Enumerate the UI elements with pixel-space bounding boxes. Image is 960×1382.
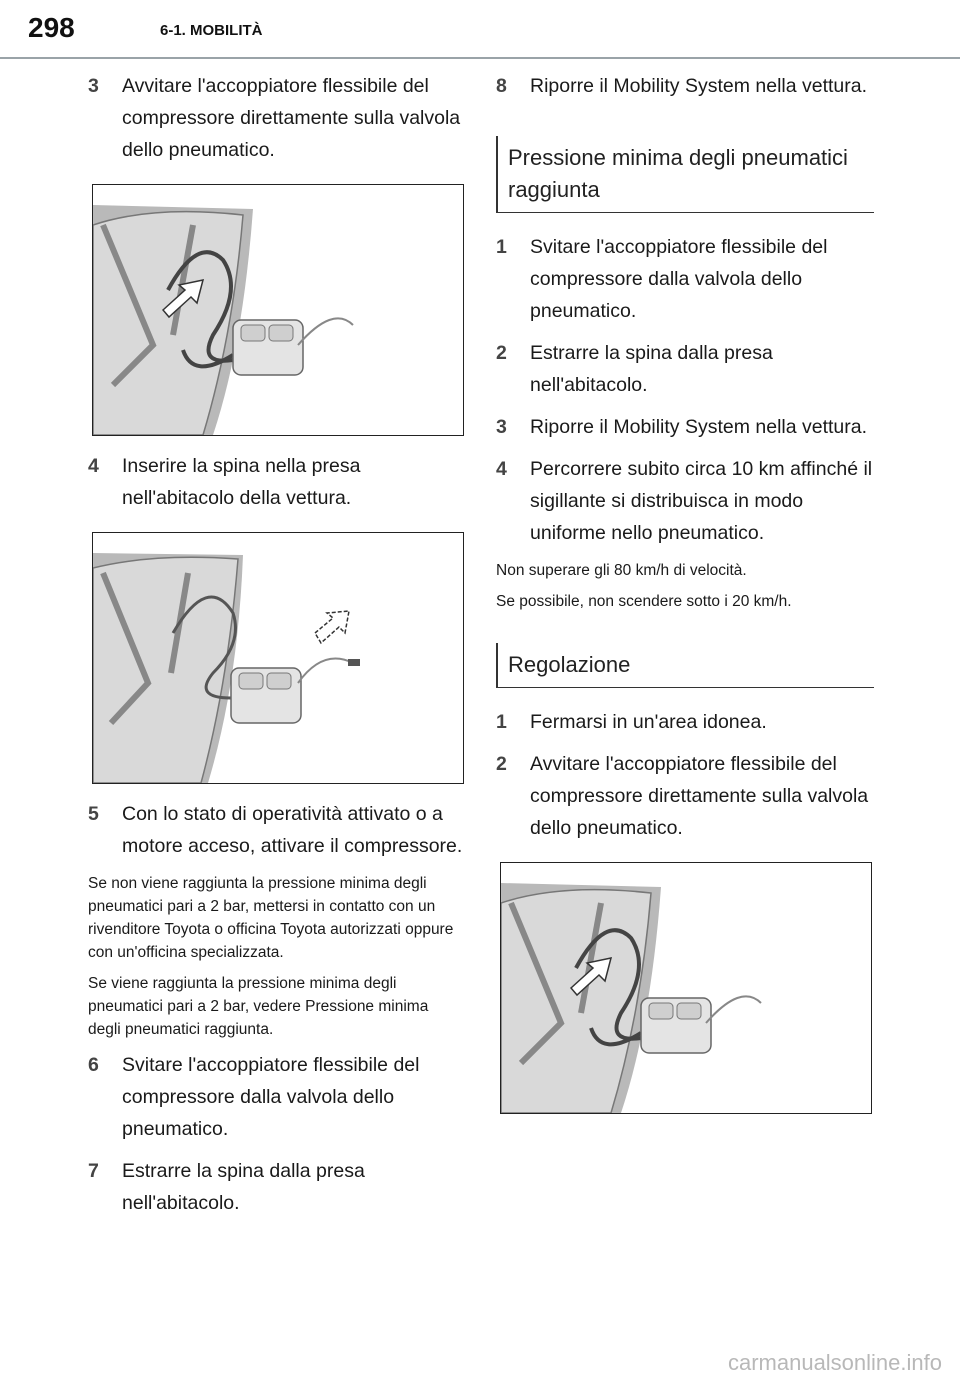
step-text: Inserire la spina nella presa nell'abitacolo della vettura. xyxy=(122,455,361,509)
step-number: 1 xyxy=(496,236,507,258)
step-text: Percorrere subito circa 10 km affinché il sigillante si distribuisca in modo uniforme nello pneumatico. xyxy=(530,458,873,544)
step-number: 2 xyxy=(496,342,507,364)
page-header xyxy=(0,0,960,58)
note-min-speed: Se possibile, non scendere sotto i 20 km/h. xyxy=(496,593,792,610)
left-column xyxy=(88,70,464,1229)
step-4 xyxy=(88,450,464,514)
step-text: Riporre il Mobility System nella vettura. xyxy=(530,416,868,438)
step-5 xyxy=(88,798,464,862)
wheel-compressor-image xyxy=(93,185,463,435)
step-text: Fermarsi in un'area idonea. xyxy=(530,711,767,733)
step-text: Svitare l'accoppiatore flessibile del compressore dalla valvola dello pneumatico. xyxy=(530,236,828,322)
step-g1 xyxy=(496,706,874,738)
step-number: 4 xyxy=(88,455,99,477)
step-number: 2 xyxy=(496,753,507,775)
note-pressure-not-reached: Se non viene raggiunta la pressione minima degli pneumatici pari a 2 bar, mettersi in contatto con un rivenditore Toyota o officina Toyota autorizzati oppure con un'officina specializzata. xyxy=(88,875,454,961)
heading-regolazione: Regolazione xyxy=(496,643,874,688)
step-text: Avvitare l'accoppiatore flessibile del compressore direttamente sulla valvola dello pneumatico. xyxy=(122,75,461,161)
step-number: 3 xyxy=(496,416,507,438)
step-number: 3 xyxy=(88,75,99,97)
step-6 xyxy=(88,1049,464,1145)
step-g2 xyxy=(496,748,874,844)
step-text: Estrarre la spina dalla presa nell'abitacolo. xyxy=(122,1160,365,1214)
step-text: Avvitare l'accoppiatore flessibile del compressore direttamente sulla valvola dello pneumatico. xyxy=(530,753,869,839)
note-pressure-reached: Se viene raggiunta la pressione minima degli pneumatici pari a 2 bar, vedere Pressione minima degli pneumatici raggiunta. xyxy=(88,975,429,1038)
step-r3 xyxy=(496,411,874,443)
right-column xyxy=(496,70,874,1114)
step-r2 xyxy=(496,337,874,401)
step-number: 6 xyxy=(88,1054,99,1076)
step-text: Svitare l'accoppiatore flessibile del compressore dalla valvola dello pneumatico. xyxy=(122,1054,420,1140)
heading-minimum-pressure: Pressione minima degli pneumatici raggiunta xyxy=(496,136,874,213)
watermark: carmanualsonline.info xyxy=(727,1350,942,1375)
illustration-compressor-hose-valve xyxy=(92,184,464,436)
step-7 xyxy=(88,1155,464,1219)
step-r4 xyxy=(496,453,874,549)
illustration-compressor-hose-valve-2 xyxy=(500,862,872,1114)
wheel-compressor-image-2 xyxy=(501,863,871,1113)
step-8 xyxy=(496,70,874,102)
step-number: 4 xyxy=(496,458,507,480)
header-divider xyxy=(0,57,960,59)
step-3 xyxy=(88,70,464,166)
step-r1 xyxy=(496,231,874,327)
step-number: 8 xyxy=(496,75,507,97)
step-text: Riporre il Mobility System nella vettura. xyxy=(530,75,868,97)
section-title: 6-1. MOBILITÀ xyxy=(160,22,263,39)
step-number: 1 xyxy=(496,711,507,733)
illustration-plug-socket xyxy=(92,532,464,784)
step-text: Con lo stato di operatività attivato o a motore acceso, attivare il compressore. xyxy=(122,803,463,857)
page-number: 298 xyxy=(28,12,75,43)
step-text: Estrarre la spina dalla presa nell'abitacolo. xyxy=(530,342,773,396)
note-speed-limit: Non superare gli 80 km/h di velocità. xyxy=(496,562,747,579)
wheel-compressor-plug-image xyxy=(93,533,463,783)
step-number: 7 xyxy=(88,1160,99,1182)
step-number: 5 xyxy=(88,803,99,825)
